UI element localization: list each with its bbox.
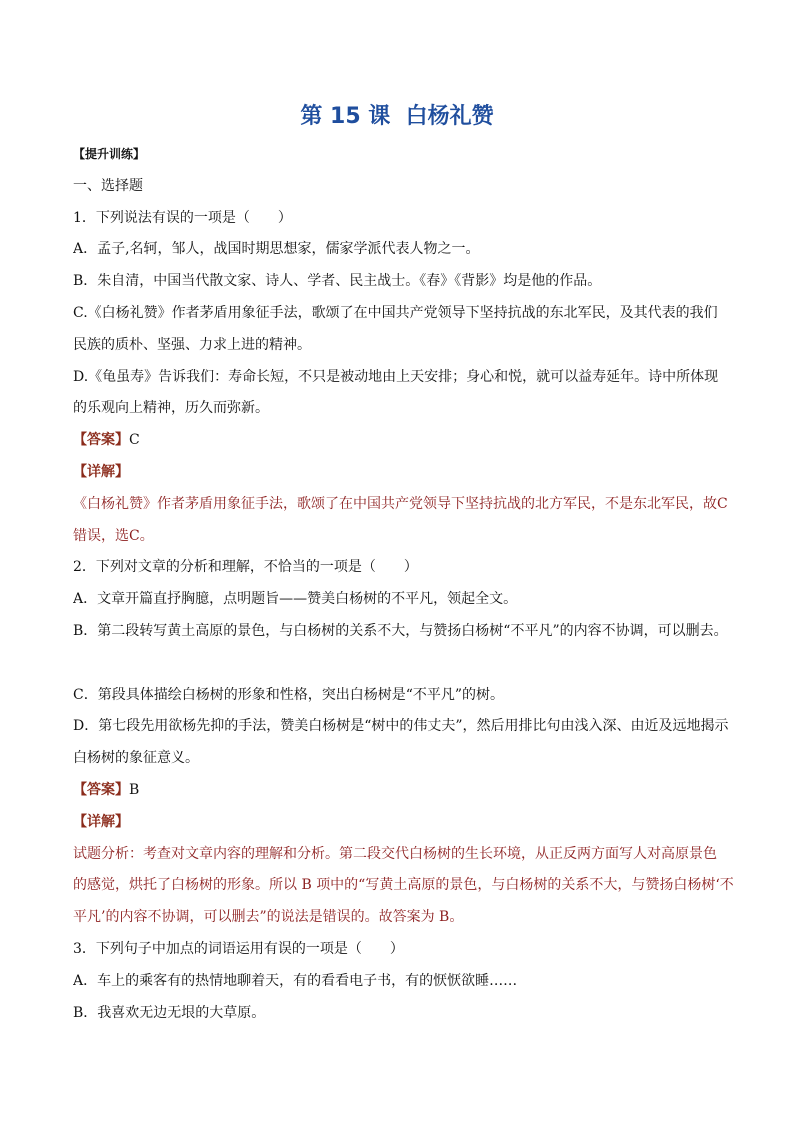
answer-line xyxy=(73,425,763,457)
option-a xyxy=(73,966,763,998)
section-label: 【提升训练】 xyxy=(73,147,146,161)
option-d xyxy=(73,362,763,426)
explanation-label: 【详解】 xyxy=(73,813,129,830)
explanation-label: 【详解】 xyxy=(73,463,129,480)
option-line: C.《白杨礼赞》作者茅盾用象征手法，歌颂了在中国共产党领导下坚持抗战的东北军民，及其代表的我们 xyxy=(73,304,718,321)
option-c xyxy=(73,680,763,712)
option-line: C．第段具体描绘白杨树的形象和性格，突出白杨树是“不平凡”的树。 xyxy=(73,686,505,703)
question-stem: 1．下列说法有误的一项是（ ） xyxy=(73,209,292,226)
option-line: 白杨树的象征意义。 xyxy=(73,750,199,767)
answer-value: C xyxy=(129,432,140,449)
answer-label: 【答案】 xyxy=(73,432,129,449)
option-line: A．车上的乘客有的热情地聊着天，有的看看电子书，有的恹恹欲睡…… xyxy=(73,972,518,989)
option-a xyxy=(73,234,763,266)
explanation-line: 的感觉，烘托了白杨树的形象。所以 B 项中的“写黄土高原的景色，与白杨树的关系不大，与赞扬白杨树‘不 xyxy=(73,877,734,894)
option-c xyxy=(73,298,763,362)
question-3 xyxy=(73,934,763,1029)
option-a xyxy=(73,584,763,616)
question-1 xyxy=(73,203,763,553)
option-line: B．第二段转写黄土高原的景色，与白杨树的关系不大，与赞扬白杨树“不平凡”的内容不协调，可以删去。 xyxy=(73,622,728,639)
option-b xyxy=(73,266,763,298)
explanation-line: 错误，选C。 xyxy=(73,527,154,544)
option-line: 的乐观向上精神，历久而弥新。 xyxy=(73,400,269,417)
part-heading: 一、选择题 xyxy=(73,177,143,194)
question-2 xyxy=(73,552,763,934)
exercise-body xyxy=(73,139,763,1029)
option-b xyxy=(73,998,763,1030)
explanation-line: 平凡’的内容不协调，可以删去”的说法是错误的。故答案为 B。 xyxy=(73,909,464,926)
answer-label: 【答案】 xyxy=(73,781,129,798)
answer-value: B xyxy=(129,781,140,798)
option-b xyxy=(73,616,763,648)
question-stem: 3．下列句子中加点的词语运用有误的一项是（ ） xyxy=(73,940,404,957)
option-line: B．朱自清，中国当代散文家、诗人、学者、民主战士。《春》《背影》均是他的作品。 xyxy=(73,273,602,290)
option-d xyxy=(73,711,763,775)
answer-line xyxy=(73,775,763,807)
option-line: A．文章开篇直抒胸臆，点明题旨——赞美白杨树的不平凡，领起全文。 xyxy=(73,591,518,608)
option-line: D．第七段先用欲杨先抑的手法，赞美白杨树是“树中的伟丈夫”，然后用排比句由浅入深、由近及远地揭示 xyxy=(73,718,729,735)
explanation-line: 《白杨礼赞》作者茅盾用象征手法，歌颂了在中国共产党领导下坚持抗战的北方军民，不是东北军民，故C xyxy=(73,495,728,512)
blank-line xyxy=(73,648,763,680)
question-stem: 2．下列对文章的分析和理解，不恰当的一项是（ ） xyxy=(73,559,418,576)
page-title: 第 15 课 白杨礼赞 xyxy=(300,104,494,129)
option-line: A．孟子,名轲，邹人，战国时期思想家，儒家学派代表人物之一。 xyxy=(73,241,480,258)
explanation-line: 试题分析：考查对文章内容的理解和分析。第二段交代白杨树的生长环境，从正反两方面写人对高原景色 xyxy=(73,845,717,862)
option-line: B．我喜欢无边无垠的大草原。 xyxy=(73,1004,266,1021)
option-line: 民族的质朴、坚强、力求上进的精神。 xyxy=(73,336,311,353)
option-line: D.《龟虽寿》告诉我们：寿命长短，不只是被动地由上天安排；身心和悦，就可以益寿延年。诗中所体现 xyxy=(73,368,719,385)
